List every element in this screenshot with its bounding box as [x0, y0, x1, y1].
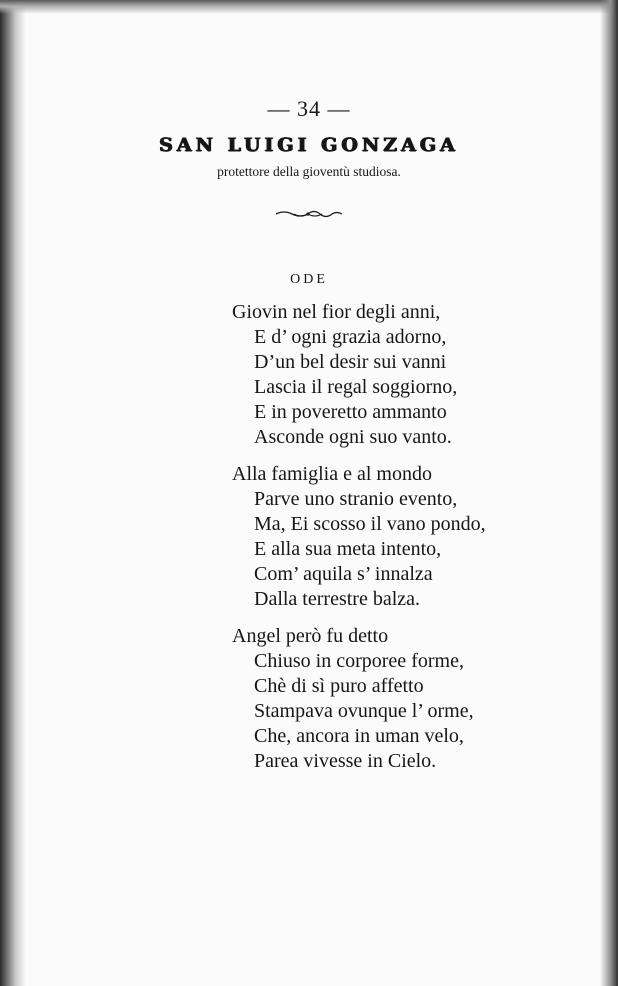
verse-line: Parve uno stranio evento, [254, 488, 458, 510]
verse-line: Dalla terrestre balza. [254, 588, 421, 610]
verse-line: Asconde ogni suo vanto. [254, 426, 452, 448]
verse-line: Ma, Ei scosso il vano pondo, [254, 513, 486, 535]
verse-line: Lascia il regal soggiorno, [254, 376, 458, 398]
page-number: — 34 — [267, 96, 351, 121]
poem-subtitle: protettore della gioventù studiosa. [217, 164, 401, 179]
poem-title: SAN LUIGI GONZAGA [159, 134, 459, 156]
verse-line: Com’ aquila s’ innalza [254, 563, 433, 585]
verse-line: Che, ancora in uman velo, [254, 725, 464, 747]
stanza-2 [0, 462, 618, 612]
verse-line: Stampava ovunque l’ orme, [254, 700, 474, 722]
section-label: ODE [290, 272, 328, 287]
verse-line: Angel però fu detto [232, 625, 389, 647]
page-header [0, 96, 618, 180]
stanza-3 [0, 624, 618, 774]
verse-line: Chiuso in corporee forme, [254, 650, 464, 672]
poem-body [0, 300, 618, 786]
verse-line: E d’ ogni grazia adorno, [254, 326, 447, 348]
ornament-divider-icon [0, 205, 618, 224]
verse-line: Chè di sì puro affetto [254, 675, 424, 697]
verse-line: Giovin nel fior degli anni, [232, 301, 441, 323]
verse-line: E alla sua meta intento, [254, 538, 442, 560]
verse-line: D’un bel desir sui vanni [254, 351, 447, 373]
page-edge-shadow-top [0, 0, 618, 14]
stanza-1 [0, 300, 618, 450]
verse-line: Alla famiglia e al mondo [232, 463, 432, 485]
verse-line: E in poveretto ammanto [254, 401, 447, 423]
verse-line: Parea vivesse in Cielo. [254, 750, 437, 772]
